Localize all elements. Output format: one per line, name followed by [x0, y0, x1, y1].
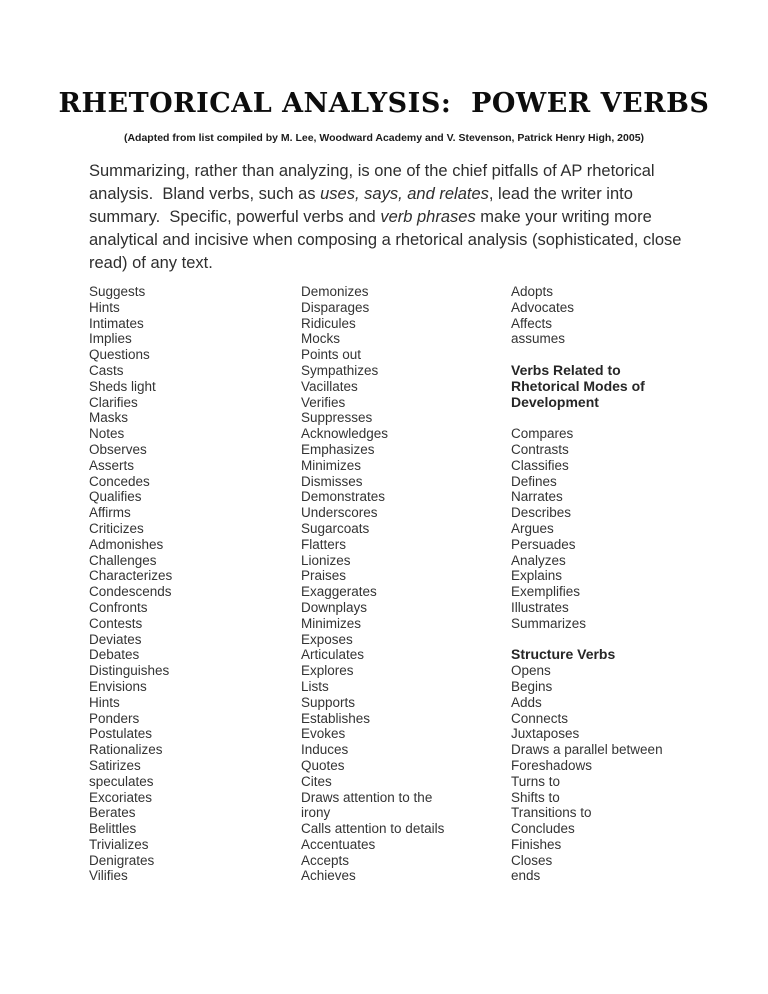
word-item: Praises — [301, 568, 347, 584]
word-item: Summarizes — [511, 615, 587, 631]
word-item: Qualifies — [89, 489, 142, 505]
word-item: Acknowledges — [301, 426, 389, 442]
word-item: Trivializes — [89, 836, 149, 852]
word-item: Mocks — [301, 331, 341, 347]
word-item: Evokes — [301, 726, 346, 742]
word-item: Disparages — [301, 299, 370, 315]
word-item: Connects — [511, 710, 569, 726]
word-item: speculates — [89, 773, 154, 789]
word-item: Adopts — [511, 284, 554, 299]
word-item: Demonizes — [301, 284, 369, 299]
word-item: Confronts — [89, 599, 148, 615]
word-item: Opens — [511, 663, 551, 679]
word-item: Contrasts — [511, 441, 569, 457]
intro-paragraph — [89, 160, 690, 275]
word-item: Notes — [89, 426, 125, 442]
word-item: Lionizes — [301, 552, 351, 568]
word-item: Ponders — [89, 710, 140, 726]
word-item: Envisions — [89, 678, 147, 694]
word-item: Challenges — [89, 552, 157, 568]
word-item: Intimates — [89, 315, 144, 331]
word-item: Affects — [511, 315, 553, 331]
word-item: Asserts — [89, 457, 135, 473]
word-item: Masks — [89, 410, 129, 426]
word-item: Concedes — [89, 473, 150, 489]
word-item: Induces — [301, 742, 349, 758]
word-item: Hints — [89, 299, 120, 315]
word-column-3 — [511, 284, 726, 884]
word-item: Minimizes — [301, 457, 362, 473]
word-item: Adds — [511, 694, 542, 710]
word-item: Deviates — [89, 631, 142, 647]
word-item: Exposes — [301, 631, 353, 647]
word-item: Casts — [89, 362, 124, 378]
word-item: Explains — [511, 568, 563, 584]
word-item: Draws attention to the irony — [301, 789, 433, 821]
word-item: Analyzes — [511, 552, 566, 568]
word-item: Transitions to — [511, 805, 592, 821]
word-item: Emphasizes — [301, 441, 375, 457]
word-item: Exemplifies — [511, 584, 581, 600]
word-item: Questions — [89, 347, 150, 363]
word-item: Characterizes — [89, 568, 173, 584]
word-item: Berates — [89, 805, 136, 821]
word-item: Vacillates — [301, 378, 358, 394]
word-item: Implies — [89, 331, 132, 347]
word-item: Satirizes — [89, 757, 141, 773]
word-item: Denigrates — [89, 852, 155, 868]
word-item: Admonishes — [89, 536, 164, 552]
word-item: Narrates — [511, 489, 563, 505]
intro-text-segment: Summarizing, rather than analyzing, is one of the chief pitfalls of AP rhetorical analysis. Bland verbs, such as — [89, 162, 660, 203]
word-item: Articulates — [301, 647, 365, 663]
word-item: Defines — [511, 473, 557, 489]
word-item: Closes — [511, 852, 553, 868]
word-item: Accentuates — [301, 836, 376, 852]
word-item: Illustrates — [511, 599, 569, 615]
word-item: Establishes — [301, 710, 371, 726]
word-item: Quotes — [301, 757, 345, 773]
word-item: Points out — [301, 347, 362, 363]
word-item: Foreshadows — [511, 757, 593, 773]
word-item: Debates — [89, 647, 140, 663]
word-item: Classifies — [511, 457, 569, 473]
word-column-1 — [89, 284, 284, 884]
word-item: Lists — [301, 678, 329, 694]
word-item: Downplays — [301, 599, 368, 615]
column-gap — [511, 347, 726, 363]
word-item: Belittles — [89, 821, 137, 837]
word-item: Suggests — [89, 284, 146, 299]
word-item: Exaggerates — [301, 584, 377, 600]
word-columns — [0, 284, 768, 924]
column-gap — [511, 410, 726, 426]
word-item: Sympathizes — [301, 362, 379, 378]
word-item: Postulates — [89, 726, 153, 742]
word-item: Sheds light — [89, 378, 156, 394]
word-item: Affirms — [89, 505, 131, 521]
word-item: Suppresses — [301, 410, 373, 426]
word-item: Compares — [511, 426, 574, 442]
intro-italic-phrase: uses, says, and relates — [320, 185, 489, 203]
word-item: ends — [511, 868, 541, 884]
column-heading: Structure Verbs — [511, 646, 616, 663]
word-item: Persuades — [511, 536, 576, 552]
word-item: Advocates — [511, 299, 575, 315]
word-item: Turns to — [511, 773, 561, 789]
word-item: Shifts to — [511, 789, 560, 805]
word-item: Draws a parallel between — [511, 742, 663, 758]
column-heading: Verbs Related to Rhetorical Modes of Development — [511, 361, 645, 410]
word-item: Clarifies — [89, 394, 138, 410]
word-item: Hints — [89, 694, 120, 710]
word-item: Calls attention to details — [301, 821, 445, 837]
word-item: Excoriates — [89, 789, 153, 805]
word-item: Vilifies — [89, 868, 128, 884]
intro-italic-phrase: verb phrases — [380, 208, 476, 226]
word-item: Underscores — [301, 505, 378, 521]
column-gap — [511, 632, 726, 648]
word-item: Observes — [89, 441, 147, 457]
word-item: Begins — [511, 678, 553, 694]
word-item: Distinguishes — [89, 663, 170, 679]
word-item: Concludes — [511, 821, 575, 837]
intro-text-segment: , lead the writer into summary. Specific, powerful verbs and — [89, 185, 638, 226]
word-item: Flatters — [301, 536, 347, 552]
word-item: Describes — [511, 505, 572, 521]
word-item: Sugarcoats — [301, 520, 370, 536]
word-item: Criticizes — [89, 520, 144, 536]
word-item: Ridicules — [301, 315, 356, 331]
attribution-subtitle: (Adapted from list compiled by M. Lee, Woodward Academy and V. Stevenson, Patrick Henry High, 2005) — [123, 132, 645, 144]
word-item: Condescends — [89, 584, 172, 600]
word-item: Achieves — [301, 868, 356, 884]
intro-text-segment: make your writing more analytical and incisive when composing a rhetorical analysis (sophisticated, close read) of any text. — [89, 208, 687, 272]
word-item: Argues — [511, 520, 554, 536]
word-item: Finishes — [511, 836, 562, 852]
word-column-2 — [301, 284, 453, 884]
word-item: Accepts — [301, 852, 350, 868]
word-item: Rationalizes — [89, 742, 163, 758]
word-item: Verifies — [301, 394, 346, 410]
word-item: Cites — [301, 773, 332, 789]
word-item: Juxtaposes — [511, 726, 580, 742]
word-item: Supports — [301, 694, 356, 710]
word-item: Contests — [89, 615, 143, 631]
word-item: assumes — [511, 331, 566, 347]
word-item: Explores — [301, 663, 354, 679]
word-item: Dismisses — [301, 473, 363, 489]
word-item: Minimizes — [301, 615, 362, 631]
word-item: Demonstrates — [301, 489, 386, 505]
page-title: RHETORICAL ANALYSIS: POWER VERBS — [58, 88, 710, 119]
